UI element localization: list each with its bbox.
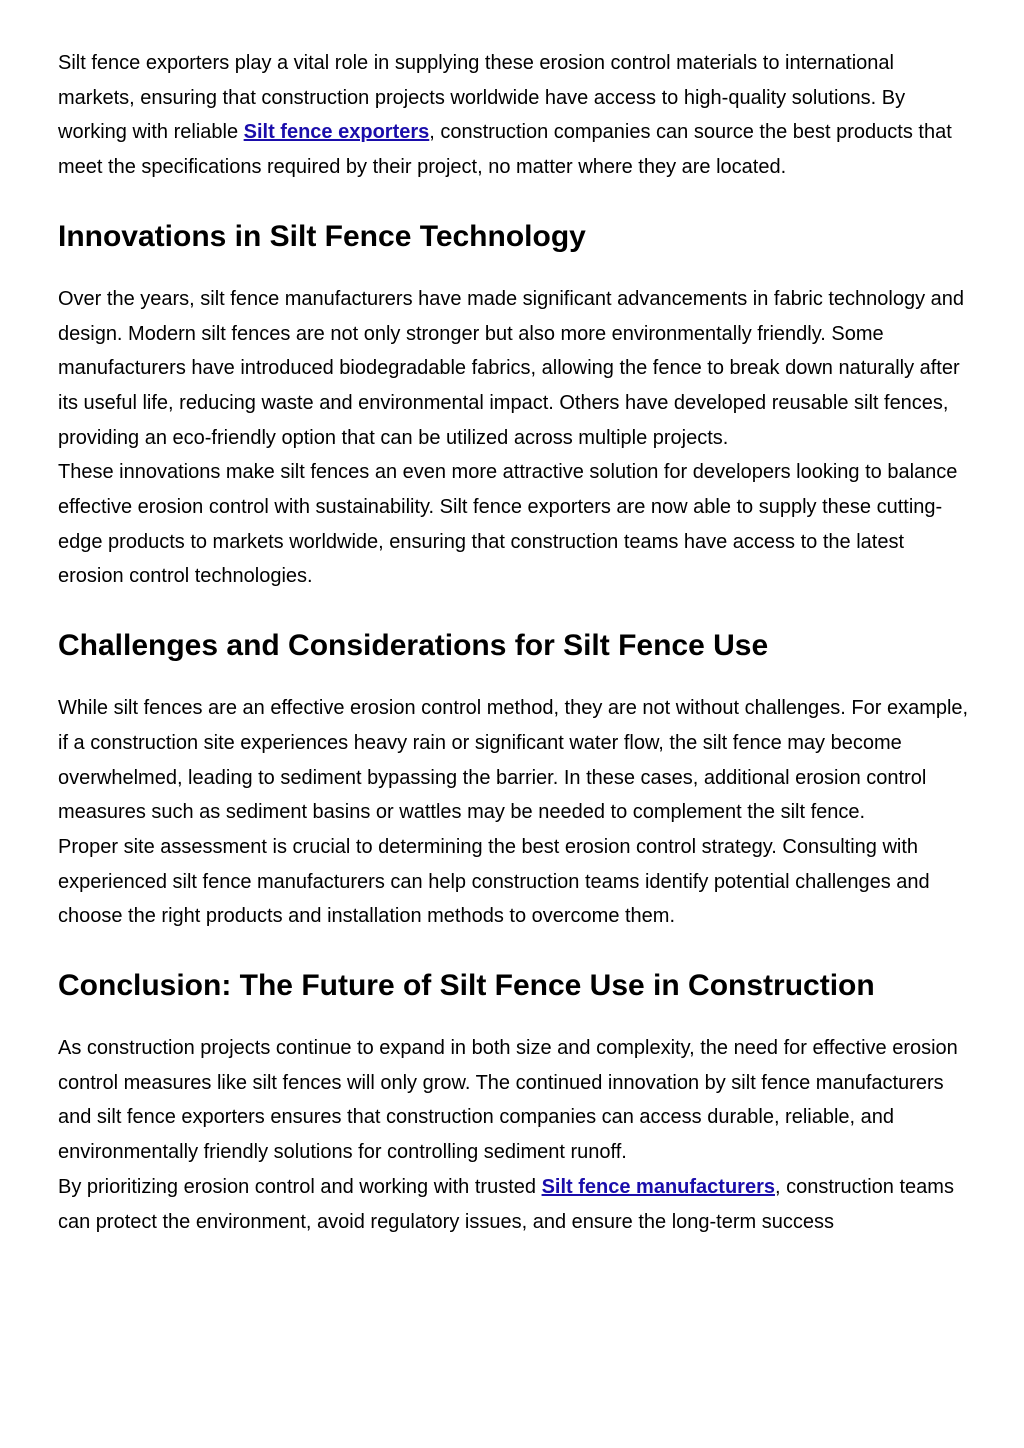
challenges-heading: Challenges and Considerations for Silt Fence Use: [58, 629, 769, 663]
conclusion-paragraph-2: [58, 1170, 970, 1239]
conclusion-heading: Conclusion: The Future of Silt Fence Use in Construction: [58, 969, 875, 1003]
challenges-paragraph-1: While silt fences are an effective erosion control method, they are not without challenges. For example, if a construction site experiences heavy rain or significant water flow, the silt fence may become overwhelmed, leading to sediment bypassing the barrier. In these cases, additional erosion control measures such as sediment basins or wattles may be needed to complement the silt fence.: [58, 697, 969, 824]
document-page: [58, 46, 970, 1239]
innovations-paragraph-2: These innovations make silt fences an even more attractive solution for developers looking to balance effective erosion control with sustainability. Silt fence exporters are now able to supply these cutting-edge products to markets worldwide, ensuring that construction teams have access to the latest erosion control technologies.: [58, 461, 958, 588]
innovations-heading: Innovations in Silt Fence Technology: [58, 219, 586, 253]
intro-paragraph: [58, 46, 970, 185]
conclusion-text-before-link: By prioritizing erosion control and working with trusted: [58, 1175, 542, 1198]
conclusion-text-after-link: , construction teams can protect the environment, avoid regulatory issues, and ensure the long-term success: [58, 1175, 954, 1233]
conclusion-paragraph-1: As construction projects continue to expand in both size and complexity, the need for effective erosion control measures like silt fences will only grow. The continued innovation by silt fence manufacturers and silt fence exporters ensures that construction companies can access durable, reliable, and environmentally friendly solutions for controlling sediment runoff.: [58, 1037, 958, 1164]
silt-fence-exporters-link[interactable]: Silt fence exporters: [243, 121, 430, 144]
intro-text-before-link: Silt fence exporters play a vital role in supplying these erosion control materials to international markets, ensuring that construction projects worldwide have access to high-quality solutions. By working with reliable: [58, 52, 906, 144]
challenges-paragraph-2: Proper site assessment is crucial to determining the best erosion control strategy. Consulting with experienced silt fence manufacturers can help construction teams identify potential challenges and choose the right products and installation methods to overcome them.: [58, 835, 930, 928]
innovations-paragraph-1: Over the years, silt fence manufacturers have made significant advancements in fabric technology and design. Modern silt fences are not only stronger but also more environmentally friendly. Some manufacturers have introduced biodegradable fabrics, allowing the fence to break down naturally after its useful life, reducing waste and environmental impact. Others have developed reusable silt fences, providing an eco-friendly option that can be utilized across multiple projects.: [58, 287, 965, 449]
intro-text-after-link: , construction companies can source the best products that meet the specifications required by their project, no matter where they are located.: [58, 121, 952, 179]
silt-fence-manufacturers-link[interactable]: Silt fence manufacturers: [541, 1175, 775, 1198]
